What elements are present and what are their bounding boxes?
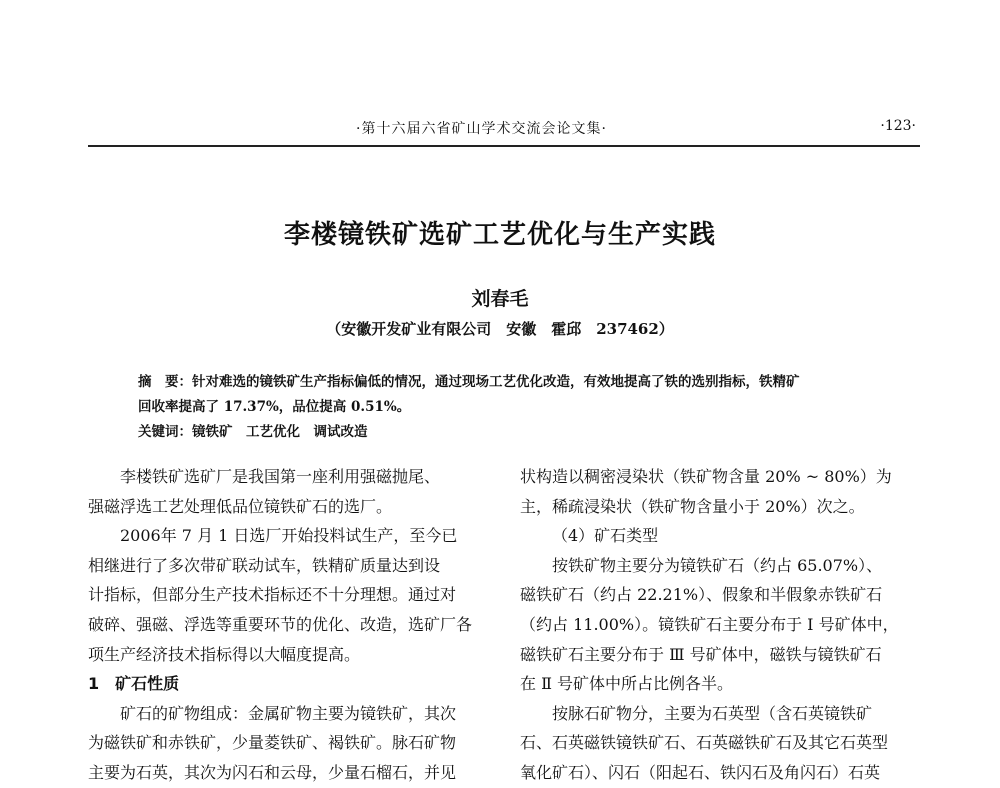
header-rule	[88, 145, 920, 147]
left-column	[88, 462, 500, 788]
abstract-line-1	[138, 370, 878, 395]
body-line: 按脉石矿物分，主要为石英型（含石英镜铁矿	[552, 703, 873, 723]
keywords-text: 镜铁矿 工艺优化 调试改造	[192, 424, 368, 440]
abstract-text-1: 针对难选的镜铁矿生产指标偏低的情况，通过现场工艺优化改造，有效地提高了铁的选别指标，铁精矿	[192, 374, 800, 390]
body-line: 相继进行了多次带矿联动试车，铁精矿质量达到设	[88, 555, 441, 575]
body-line: 李楼铁矿选矿厂是我国第一座利用强磁抛尾、	[120, 467, 441, 486]
subsection-heading: （4）矿石类型	[552, 526, 659, 546]
article-author: 刘春毛	[471, 288, 529, 310]
body-line: 按铁矿物主要分为镜铁矿石（约占 65.07%）、	[552, 555, 883, 575]
body-line: 氧化矿石）、闪石（阳起石、铁闪石及角闪石）石英	[520, 762, 881, 782]
body-line: 状构造以稠密浸染状（铁矿物含量 20% ~ 80%）为	[520, 467, 892, 486]
body-line: 在 Ⅱ 号矿体中所占比例各半。	[520, 674, 734, 694]
abstract-label: 摘 要：	[138, 374, 192, 390]
body-line: 破碎、强磁、浮选等重要环节的优化、改造，选矿厂各	[88, 614, 473, 634]
page-number: ·123·	[880, 118, 916, 134]
body-line: 磁铁矿石（约占 22.21%）、假象和半假象赤铁矿石	[520, 585, 883, 605]
body-line: 2006年 7 月 1 日选厂开始投料试生产，至今已	[120, 526, 458, 546]
body-line: 磁铁矿石主要分布于 Ⅲ 号矿体中，磁铁与镜铁矿石	[520, 644, 882, 664]
running-header	[88, 118, 918, 140]
body-line: 矿石的矿物组成：金属矿物主要为镜铁矿，其次	[120, 703, 457, 723]
keywords	[138, 420, 878, 440]
right-column	[520, 462, 922, 788]
body-line: 石、石英磁铁镜铁矿石、石英磁铁矿石及其它石英型	[520, 733, 889, 753]
abstract	[138, 370, 878, 420]
abstract-line-2: 回收率提高了 17.37%，品位提高 0.51%。	[138, 399, 411, 415]
section-heading: 1 矿石性质	[88, 674, 180, 694]
body-line: 强磁浮选工艺处理低品位镜铁矿石的选厂。	[88, 496, 393, 516]
running-title: ·第十六届六省矿山学术交流会论文集·	[356, 121, 607, 137]
body-line: 计指标，但部分生产技术指标还不十分理想。通过对	[88, 585, 457, 605]
body-line: 主要为石英，其次为闪石和云母，少量石榴石，并见	[88, 762, 457, 782]
keywords-label: 关键词：	[138, 424, 192, 440]
body-line: 为磁铁矿和赤铁矿，少量菱铁矿、褐铁矿。脉石矿物	[88, 733, 457, 753]
body-line: （约占 11.00%）。镜铁矿石主要分布于 Ⅰ 号矿体中，	[520, 614, 899, 634]
article-affiliation: （安徽开发矿业有限公司 安徽 霍邱 237462）	[326, 320, 674, 338]
article-title: 李楼镜铁矿选矿工艺优化与生产实践	[283, 220, 716, 250]
body-line: 项生产经济技术指标得以大幅度提高。	[88, 644, 361, 664]
body-line: 主，稀疏浸染状（铁矿物含量小于 20%）次之。	[520, 496, 865, 516]
